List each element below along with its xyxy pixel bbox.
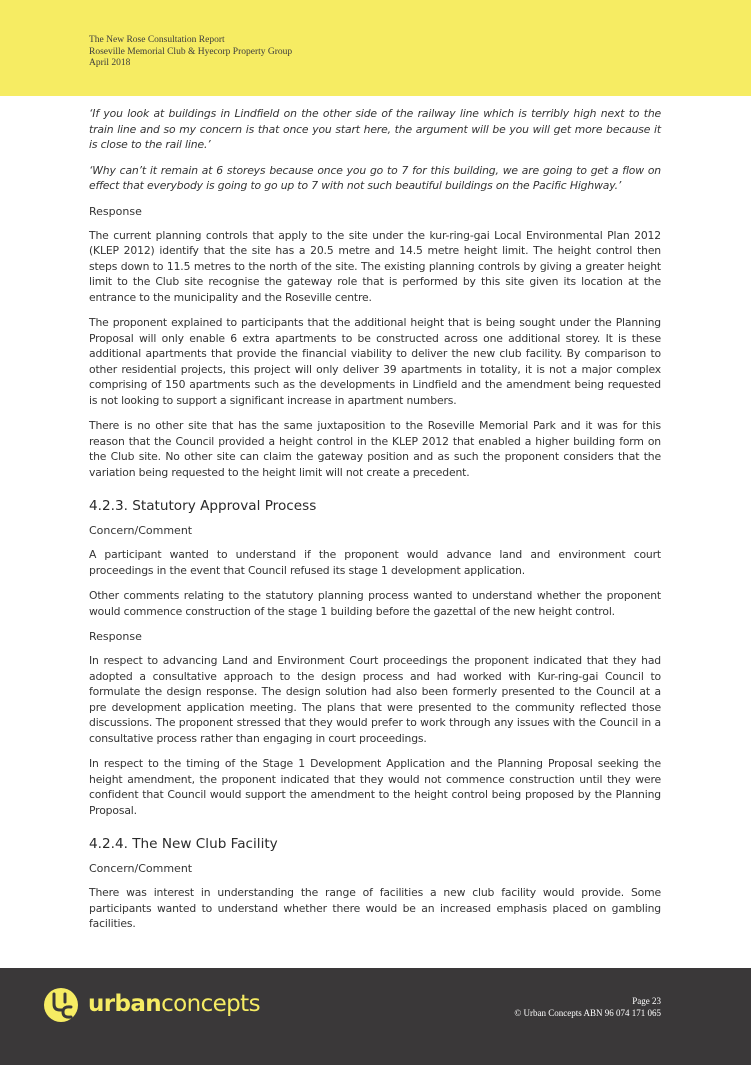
- report-parties: Roseville Memorial Club & Hyecorp Property Group: [89, 46, 293, 57]
- response-paragraph-4: In respect to advancing Land and Environment Court proceedings the proponent indicated that they had adopted a consultative approach to the design process and had worked with Kur-ring-gai Council to formulate the design response. The design solution had also been formerly presented to the Council at a pre development application meeting. The plans that were presented to the community reflected those discussions. The proponent stressed that they would prefer to work through any issues with the Council in a consultative process rather than engaging in court proceedings.: [89, 654, 661, 745]
- logo-text-light: concepts: [161, 991, 260, 1017]
- urban-concepts-logo-text: [88, 990, 260, 1018]
- response-paragraph-1: The current planning controls that apply to the site under the kur-ring-gai Local Environmental Plan 2012 (KLEP 2012) identify that the site has a 20.5 metre and 14.5 metre height limit. The height control then steps down to 11.5 metres to the north of the site. The existing planning controls by giving a greater height limit to the Club site recognise the gateway role that is performed by this site given its location at the entrance to the municipality and the Roseville centre.: [89, 228, 661, 304]
- section-heading-new-club-facility: 4.2.4. The New Club Facility: [89, 836, 278, 852]
- response-paragraph-5: In respect to the timing of the Stage 1 Development Application and the Planning Proposal seeking the height amendment, the proponent indicated that they would not commence construction until they were confident that Council would support the amendment to the height control being proposed by the Planning Proposal.: [89, 757, 661, 817]
- response-label: Response: [89, 204, 142, 218]
- report-title: The New Rose Consultation Report: [89, 35, 225, 45]
- copyright-notice: © Urban Concepts ABN 96 074 171 065: [514, 1008, 661, 1018]
- response-paragraph-3: There is no other site that has the same juxtaposition to the Roseville Memorial Park and it was for this reason that the Council provided a height control in the KLEP 2012 that enabled a higher building form on the Club site. No other site can claim the gateway position and as such the proponent considers that the variation being requested to the height limit will not create a precedent.: [89, 419, 661, 479]
- concern-paragraph-1: A participant wanted to understand if the proponent would advance land and environment court proceedings in the event that Council refused its stage 1 development application.: [89, 548, 661, 577]
- page-content: [89, 106, 661, 942]
- response-label: Response: [89, 630, 142, 643]
- urban-concepts-logo-icon: [43, 987, 79, 1023]
- response-paragraph-2: The proponent explained to participants that the additional height that is being sought under the Planning Proposal will only enable 6 extra apartments to be constructed across one additional storey. It is these additional apartments that provide the financial viability to deliver the new club facility. By comparison to other residential projects, this project will only deliver 39 apartments in totality, it is not a major complex comprising of 150 apartments such as the developments in Lindfield and the amendment being requested is not looking to support a significant increase in apartment numbers.: [89, 316, 661, 407]
- page-number: Page 23: [632, 996, 661, 1006]
- participant-quote-1: ‘If you look at buildings in Lindfield on the other side of the railway line which is terribly high next to the train line and so my concern is that once you start here, the argument will be you will get more because it is close to the rail line.’: [89, 107, 661, 151]
- logo-text-bold: urban: [88, 991, 162, 1017]
- concern-label: Concern/Comment: [89, 862, 193, 875]
- report-date: April 2018: [89, 58, 131, 68]
- concern-label: Concern/Comment: [89, 524, 193, 537]
- concern-paragraph-2: Other comments relating to the statutory planning process wanted to understand whether the proponent would commence construction of the stage 1 building before the gazettal of the new height control.: [89, 589, 661, 618]
- participant-quote-2: ‘Why can’t it remain at 6 storeys because once you go to 7 for this building, we are going to get a flow on effect that everybody is going to go up to 7 with not such beautiful buildings on the Pacific Highway.’: [89, 163, 661, 192]
- concern-paragraph-3: There was interest in understanding the range of facilities a new club facility would provide. Some participants wanted to understand whether there would be an increased emphasis placed on gambling facilities.: [89, 886, 661, 930]
- section-heading-statutory-approval: 4.2.3. Statutory Approval Process: [89, 498, 317, 514]
- document-header: [89, 35, 292, 70]
